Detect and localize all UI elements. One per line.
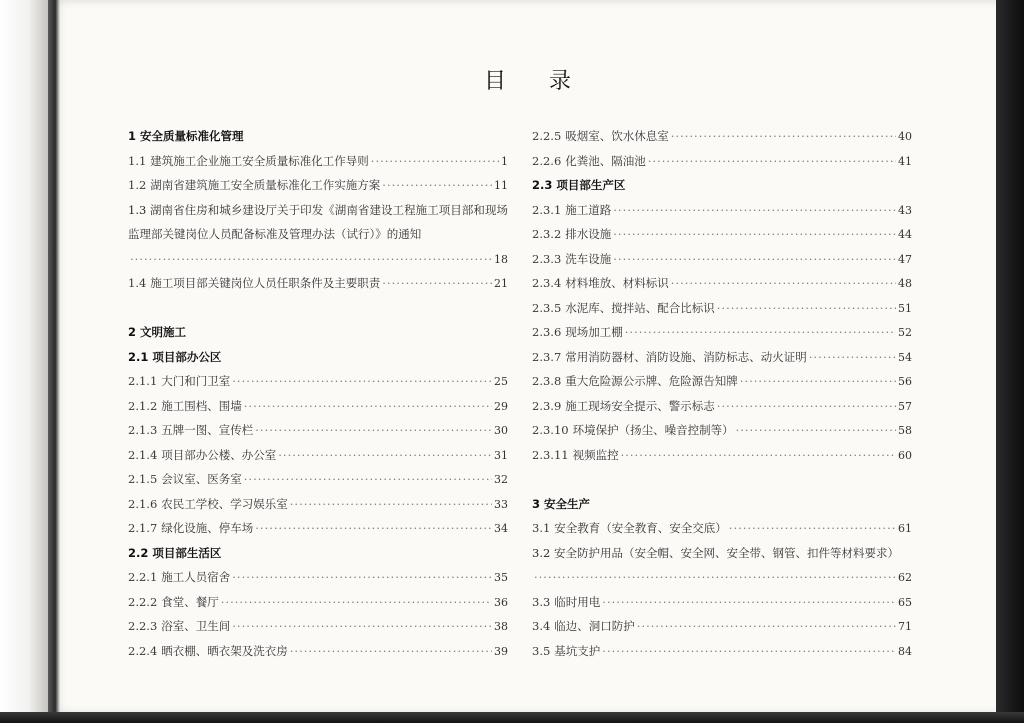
toc-page-number: 58: [898, 424, 912, 437]
toc-page-number: 57: [898, 399, 912, 413]
toc-entry-number: 2.1.5: [128, 472, 158, 486]
toc-entry-title: 晒衣棚、晒衣架及洗衣房: [161, 643, 288, 658]
toc-section-heading: 1 安全质量标准化管理: [128, 129, 244, 143]
toc-entry-number: 2.3.10: [532, 423, 569, 437]
toc-entry: [532, 296, 912, 321]
toc-page-number: 44: [898, 228, 912, 241]
toc-entry-number: 2.2.5: [532, 129, 562, 143]
toc-entry: [532, 124, 912, 149]
toc-entry-number: 2.1.4: [128, 447, 158, 462]
dot-leader: [648, 149, 896, 174]
toc-entry-number: 3.3: [532, 594, 551, 609]
toc-entry-title: 施工围档、围墙: [161, 398, 242, 413]
dot-leader: [613, 198, 896, 223]
toc-entry-number: 2.3.2: [532, 227, 562, 241]
toc-entry-title: 会议室、医务室: [161, 472, 242, 486]
toc-page-number: 21: [494, 277, 508, 290]
toc-page-number: 60: [898, 448, 912, 462]
toc-entry-number: 1.2: [128, 178, 147, 192]
toc-page-number: 40: [898, 130, 912, 143]
toc-page-number: 25: [494, 375, 508, 388]
toc-entry-number: 2.2.3: [128, 619, 158, 633]
toc-entry: [128, 271, 508, 296]
toc-entry-number: 2.3.5: [532, 300, 562, 315]
toc-entry-title: 项目部办公楼、办公室: [161, 447, 277, 462]
toc-page-number: 84: [898, 644, 912, 658]
dot-leader: [221, 590, 492, 615]
toc-section-heading: 2.1 项目部办公区: [128, 349, 222, 364]
toc-entry-number: 2.1.6: [128, 496, 158, 511]
dot-leader: [278, 443, 492, 468]
toc-entry-title: 浴室、卫生间: [161, 619, 231, 633]
dot-leader: [130, 247, 492, 272]
toc-entry-title: 化粪池、隔油池: [565, 153, 646, 168]
toc-entry-number: 1.1: [128, 153, 147, 168]
dot-leader: [613, 222, 896, 247]
toc-entry-number: 3.4: [532, 619, 551, 633]
toc-page-number: 48: [898, 277, 912, 290]
toc-entry-title: 吸烟室、饮水休息室: [565, 129, 669, 143]
toc-entry: [128, 149, 508, 174]
toc-entry-leader: [532, 565, 912, 590]
dot-leader: [621, 443, 896, 468]
toc-entry-number: 2.1.2: [128, 398, 158, 413]
dot-leader: [740, 369, 896, 394]
toc-page-number: 39: [494, 644, 508, 658]
toc-entry-number: 2.2.1: [128, 570, 158, 584]
toc-entry: [128, 418, 508, 443]
scan-left-margin: [0, 0, 52, 723]
toc-page-number: 29: [494, 399, 508, 413]
toc-section-heading: 2 文明施工: [128, 325, 187, 339]
toc-entry-title: 常用消防器材、消防设施、消防标志、动火证明: [565, 349, 807, 364]
toc-page-number: 62: [898, 571, 912, 584]
toc-right-column: [532, 124, 912, 663]
toc-entry-title: 湖南省建筑施工安全质量标准化工作实施方案: [150, 178, 381, 192]
toc-entry-title: 施工项目部关键岗位人员任职条件及主要职责: [150, 276, 381, 290]
toc-entry: [532, 614, 912, 639]
toc-page-number: 32: [494, 473, 508, 486]
toc-entry-number: 3.1: [532, 521, 551, 535]
toc-entry-leader: [128, 247, 508, 272]
toc-entry: [128, 516, 508, 541]
toc-entry: [128, 443, 508, 468]
toc-entry-number: 2.3.6: [532, 325, 562, 339]
toc-page-number: 38: [494, 620, 508, 633]
toc-entry: [532, 320, 912, 345]
toc-entry-number: 2.3.4: [532, 276, 562, 290]
toc-page-number: 56: [898, 375, 912, 388]
dot-leader: [602, 639, 896, 664]
toc-entry: [532, 639, 912, 664]
dot-leader: [809, 345, 896, 370]
dot-leader: [671, 271, 896, 296]
dot-leader: [255, 516, 492, 541]
toc-entry-number: 2.1.1: [128, 374, 158, 388]
dot-leader: [244, 394, 492, 419]
toc-entry-title: 水泥库、搅拌站、配合比标识: [565, 300, 715, 315]
toc-entry-title: 施工现场安全提示、警示标志: [565, 398, 715, 413]
toc-spacer: [128, 296, 508, 321]
toc-entry: [128, 369, 508, 394]
dot-leader: [729, 516, 896, 541]
book-spine-shadow: [48, 0, 60, 712]
toc-page-number: 47: [898, 252, 912, 266]
toc-entry: [128, 565, 508, 590]
toc-entry-title: 食堂、餐厅: [161, 594, 219, 609]
toc-entry: [532, 541, 912, 590]
dot-leader: [244, 467, 492, 492]
toc-entry: [128, 590, 508, 615]
toc-entry-title: 绿化设施、停车场: [161, 521, 254, 535]
toc-entry: [128, 639, 508, 664]
toc-page-number: 43: [898, 203, 912, 217]
toc-entry-number: 2.1.3: [128, 423, 158, 437]
dot-leader: [232, 369, 492, 394]
toc-entry-number: 1.4: [128, 276, 147, 290]
dot-leader: [602, 590, 896, 615]
dot-leader: [637, 614, 896, 639]
toc-page-number: 1: [501, 154, 508, 168]
toc-entry: [532, 222, 912, 247]
toc-entry-title: 材料堆放、材料标识: [565, 276, 669, 290]
dot-leader: [232, 565, 492, 590]
toc-page-number: 54: [898, 350, 912, 364]
toc-entry-title: 排水设施: [565, 227, 612, 241]
toc-entry-number: 2.1.7: [128, 521, 158, 535]
toc-entry-number: 1.3: [128, 202, 150, 217]
toc-entry: [532, 345, 912, 370]
toc-page-number: 41: [898, 154, 912, 168]
toc-entry-number: 3.5: [532, 643, 551, 658]
dot-leader: [382, 271, 492, 296]
dot-leader: [382, 173, 492, 198]
toc-entry-title: 安全教育（安全教育、安全交底）: [554, 521, 727, 535]
toc-page-number: 18: [494, 252, 508, 266]
toc-entry-title: 临时用电: [554, 594, 601, 609]
toc-entry: [128, 198, 508, 272]
toc-entry: [128, 173, 508, 198]
toc-entry-title: 五牌一图、宣传栏: [161, 423, 254, 437]
toc-entry: [532, 247, 912, 272]
dot-leader: [613, 247, 896, 272]
toc-entry-title: 施工人员宿舍: [161, 570, 231, 584]
toc-entry: [532, 590, 912, 615]
toc-page-number: 34: [494, 522, 508, 535]
toc-entry: [532, 443, 912, 468]
toc-entry-number: 2.2.2: [128, 594, 158, 609]
toc-page-number: 51: [898, 301, 912, 315]
toc-entry-number: 2.3.7: [532, 349, 562, 364]
toc-section-heading: 2.2 项目部生活区: [128, 545, 222, 560]
toc-entry: [532, 149, 912, 174]
toc-entry-number: 2.3.1: [532, 202, 562, 217]
scan-bottom-edge: [0, 712, 1024, 723]
toc-entry-title: 大门和门卫室: [161, 374, 231, 388]
toc-page-number: 11: [494, 179, 508, 192]
toc-page-number: 30: [494, 424, 508, 437]
dot-leader: [671, 124, 896, 149]
dot-leader: [717, 394, 896, 419]
toc-entry: [532, 369, 912, 394]
toc-page-number: 35: [494, 571, 508, 584]
toc-page-number: 36: [494, 595, 508, 609]
toc-entry-number: 3.2: [532, 545, 554, 560]
dot-leader: [534, 565, 896, 590]
toc-entry-title: 建筑施工企业施工安全质量标准化工作导则: [150, 153, 369, 168]
toc-entry-number: 2.3.11: [532, 447, 569, 462]
scan-right-edge: [996, 0, 1024, 723]
dot-leader: [232, 614, 492, 639]
toc-entry-title: 重大危险源公示牌、危险源告知牌: [565, 374, 738, 388]
toc-entry: [532, 418, 912, 443]
toc-page-number: 71: [898, 620, 912, 633]
dot-leader: [290, 492, 492, 517]
toc-entry-title: 施工道路: [565, 202, 612, 217]
toc-entry-number: 2.2.4: [128, 643, 158, 658]
dot-leader: [625, 320, 896, 345]
dot-leader: [736, 418, 896, 443]
dot-leader: [290, 639, 492, 664]
toc-entry-title: 基坑支护: [554, 643, 601, 658]
toc-entry: [532, 198, 912, 223]
toc-entry-number: 2.3.8: [532, 374, 562, 388]
page-title: 目 录: [484, 69, 589, 94]
toc-entry-title: 环境保护（扬尘、噪音控制等）: [572, 423, 734, 437]
toc-entry-title: 视频监控: [572, 447, 619, 462]
toc-entry-title: 临边、洞口防护: [554, 619, 635, 633]
toc-entry: [532, 516, 912, 541]
toc-page-number: 33: [494, 497, 508, 511]
toc-entry: [128, 492, 508, 517]
toc-section-heading: 2.3 项目部生产区: [532, 178, 626, 192]
toc-spacer: [532, 467, 912, 492]
dot-leader: [255, 418, 492, 443]
toc-entry-title: 洗车设施: [565, 251, 612, 266]
toc-entry: [128, 614, 508, 639]
toc-entry: [532, 394, 912, 419]
toc-left-column: [128, 124, 508, 663]
toc-page-number: 52: [898, 326, 912, 339]
toc-entry-number: 2.3.3: [532, 251, 562, 266]
toc-entry-title: 湖南省住房和城乡建设厅关于印发《湖南省建设工程施工项目部和现场监理部关键岗位人员配备标准及管理办法（试行）》的通知: [128, 202, 508, 241]
toc-entry-number: 2.2.6: [532, 153, 562, 168]
toc-entry: [128, 394, 508, 419]
toc-page-number: 31: [494, 448, 508, 462]
toc-entry-title: 现场加工棚: [565, 325, 623, 339]
dot-leader: [371, 149, 499, 174]
toc-entry-title: 安全防护用品（安全帽、安全网、安全带、钢管、扣件等材料要求）: [553, 545, 899, 560]
toc-page-number: 61: [898, 522, 912, 535]
toc-section-heading: 3 安全生产: [532, 496, 591, 511]
toc-page-number: 65: [898, 595, 912, 609]
dot-leader: [717, 296, 896, 321]
toc-entry: [128, 467, 508, 492]
toc-entry-title: 农民工学校、学习娱乐室: [161, 496, 288, 511]
toc-entry: [532, 271, 912, 296]
toc-entry-number: 2.3.9: [532, 398, 562, 413]
